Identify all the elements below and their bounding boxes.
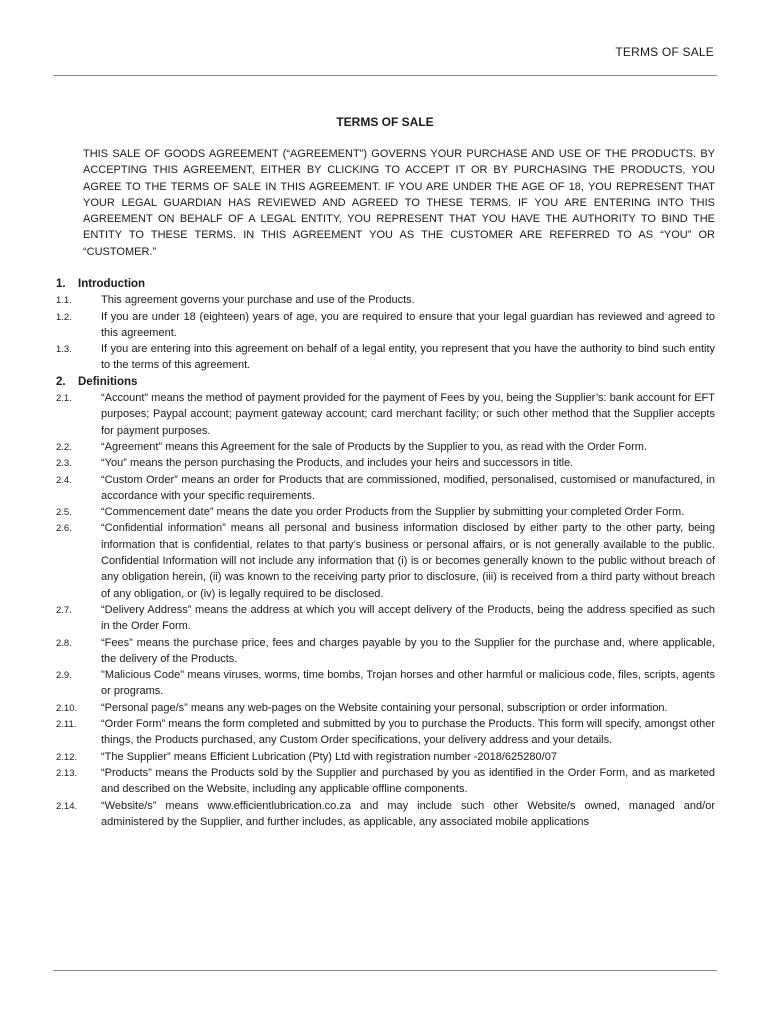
clause <box>0 472 770 505</box>
clause-text: “Products” means the Products sold by the Supplier and purchased by you as identified in the Order Form, and as marketed and described on the Website, including any applicable offline components. <box>101 766 715 796</box>
section-number: 2. <box>56 375 66 388</box>
clause <box>0 602 770 635</box>
clause <box>0 439 770 455</box>
clause <box>0 716 770 749</box>
clause-text: “Order Form” means the form completed and submitted by you to purchase the Products. This form will specify, amongst other things, the Products purchased, any Custom Order specifications, your delivery address and your details. <box>101 718 715 747</box>
clause-number: 2.5. <box>56 507 72 519</box>
clause-number: 2.8. <box>56 637 72 649</box>
clause-number: 2.11. <box>56 719 77 731</box>
document-title: TERMS OF SALE <box>336 115 434 129</box>
clause-text: "Malicious Code" means viruses, worms, time bombs, Trojan horses and other harmful or malicious code, files, scripts, agents or programs. <box>101 669 715 698</box>
clause-text: “Account” means the method of payment provided for the payment of Fees by you, being the Supplier’s: bank account for EFT purposes; Paypal account; payment gateway account; card merchant facility; or such other method that the Supplier accepts for payment purposes. <box>101 392 715 437</box>
preamble-paragraph: THIS SALE OF GOODS AGREEMENT (“AGREEMENT”) GOVERNS YOUR PURCHASE AND USE OF THE PRODUCTS. BY ACCEPTING THIS AGREEMENT, EITHER BY CLICKING TO ACCEPT IT OR BY PURCHASING THE PRODUCTS, YOU AGREE TO THE TERMS OF SALE IN THIS AGREEMENT. IF YOU ARE UNDER THE AGE OF 18, YOU REPRESENT THAT YOUR LEGAL GUARDIAN HAS REVIEWED AND AGREED TO THESE TERMS. IF YOU ARE ENTERING INTO THIS AGREEMENT ON BEHALF OF A LEGAL ENTITY, YOU REPRESENT THAT YOU HAVE THE AUTHORITY TO BIND THE ENTITY TO THESE TERMS. IN THIS AGREEMENT YOU AS THE CUSTOMER ARE REFERRED TO AS “YOU” OR “CUSTOMER.” <box>83 148 715 258</box>
clause-text: This agreement governs your purchase and use of the Products. <box>101 294 415 307</box>
header-divider <box>53 75 717 76</box>
clause-text: “The Supplier” means Efficient Lubrication (Pty) Ltd with registration number -2018/625280/07 <box>101 750 557 763</box>
section-number: 1. <box>56 278 66 290</box>
clause <box>0 504 770 520</box>
clause <box>0 667 770 700</box>
clause <box>0 749 770 765</box>
clause-number: 2.13. <box>56 767 78 779</box>
footer-divider <box>53 970 717 971</box>
clause <box>0 635 770 668</box>
clause <box>0 309 770 342</box>
clause-text: “Personal page/s” means any web-pages on the Website containing your personal, subscription or order information. <box>101 701 668 714</box>
sections-container <box>0 276 770 830</box>
section-heading <box>0 374 770 390</box>
clause-text: “Delivery Address” means the address at which you will accept delivery of the Products, being the address specified as such in the Order Form. <box>101 603 715 633</box>
section-title: Definitions <box>78 375 138 388</box>
clause-number: 2.7. <box>56 604 72 616</box>
clause-text: “Custom Order” means an order for Products that are commissioned, modified, personalised, customised or manufactured, in accordance with your specific requirements. <box>101 473 715 502</box>
clause-text: “Commencement date” means the date you order Products from the Supplier by submitting your completed Order Form. <box>101 506 685 519</box>
clause <box>0 341 770 374</box>
clause <box>0 700 770 716</box>
clause-text: “Website/s” means www.efficientlubrication.co.za and may include such other Website/s owned, managed and/or administered by the Supplier, and further includes, as applicable, any associated mobile applications <box>101 799 715 828</box>
clause <box>0 455 770 471</box>
clause-number: 2.10. <box>56 702 78 714</box>
running-header: TERMS OF SALE <box>615 45 714 59</box>
clause-text: “Agreement” means this Agreement for the sale of Products by the Supplier to you, as read with the Order Form. <box>101 440 647 453</box>
clause-number: 2.2. <box>56 441 72 453</box>
clause-text: “You” means the person purchasing the Products, and includes your heirs and successors in title. <box>101 457 574 470</box>
clause-number: 2.4. <box>56 474 72 486</box>
clause <box>0 765 770 798</box>
section-heading <box>0 276 770 292</box>
clause-text: “Fees” means the purchase price, fees and charges payable by you to the Supplier for the purchase and, where applicable, the delivery of the Products. <box>101 636 715 665</box>
clause <box>0 798 770 831</box>
clause-text: If you are under 18 (eighteen) years of age, you are required to ensure that your legal guardian has reviewed and agreed to this agreement. <box>101 310 715 339</box>
clause-number: 1.3. <box>56 344 72 356</box>
clause <box>0 390 770 439</box>
clause <box>0 292 770 308</box>
clause-number: 1.1. <box>56 295 72 307</box>
clause-number: 2.14. <box>56 800 78 812</box>
clause-text: If you are entering into this agreement on behalf of a legal entity, you represent that you have the authority to bind such entity to the terms of this agreement. <box>101 343 715 372</box>
clause-number: 2.6. <box>56 523 72 535</box>
clause-number: 2.3. <box>56 458 72 470</box>
clause-number: 2.12. <box>56 751 78 763</box>
clause-number: 2.1. <box>56 393 72 405</box>
clause <box>0 520 770 601</box>
section-title: Introduction <box>78 278 146 290</box>
clause-number: 1.2. <box>56 311 72 323</box>
clause-text: “Confidential information” means all personal and business information disclosed by either party to the other party, being information that is confidential, relates to that party’s business or personal affairs, or is not generally available to the public. Confidential Information will not include any information that (i) is or becomes generally known to the public without breach of any obligation herein, (ii) was known to the receiving party prior to disclosure, (iii) is received from a third party without breach of any obligation, or (iv) is legally required to be disclosed. <box>101 522 715 600</box>
clause-number: 2.9. <box>56 670 72 682</box>
